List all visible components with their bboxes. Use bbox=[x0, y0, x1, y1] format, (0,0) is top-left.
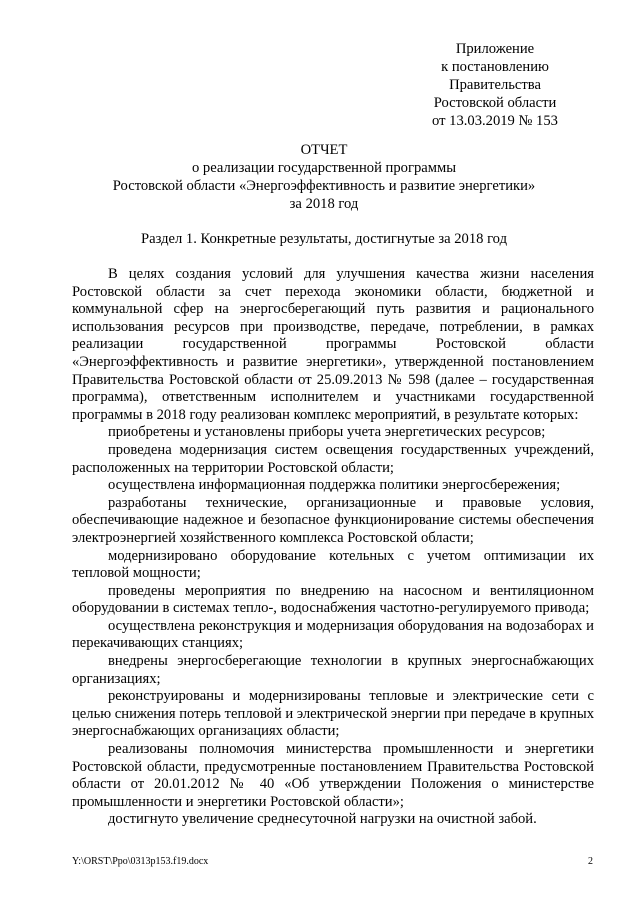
body-paragraph: осуществлена реконструкция и модернизация оборудования на водозаборах и перекачивающих станциях; bbox=[72, 617, 594, 652]
body-paragraph: приобретены и установлены приборы учета энергетических ресурсов; bbox=[108, 424, 546, 441]
approval-line: Приложение bbox=[455, 41, 535, 57]
report-subtitle-line: за 2018 год bbox=[289, 196, 359, 212]
report-subtitle-line: Ростовской области «Энергоэффективность и развитие энергетики» bbox=[112, 178, 536, 194]
body-paragraph: В целях создания условий для улучшения качества жизни населения Ростовской области за счет перехода экономики области, бюджетной и коммунальной сфер на энергосберегающий путь развития и рационального использования ресурсов при производстве, передаче, потреблении, в рамках реализации государственной программы Ростовской области «Энергоэффективность и развитие энергетики», утвержденной постановлением Правительства Ростовской области от 25.09.2013 № 598 (далее – государственная программа), ответственным исполнителем и участниками государственной программы в 2018 году реализован комплекс мероприятий, в результате которых: bbox=[72, 266, 594, 423]
footer-file-path: Y:\ORST\Ppo\0313p153.f19.docx bbox=[72, 856, 209, 867]
approval-line: к постановлению bbox=[441, 59, 549, 75]
approval-line: от 13.03.2019 № 153 bbox=[432, 113, 558, 129]
body-paragraph: реконструированы и модернизированы тепловые и электрические сети с целью снижения потерь тепловой и электрической энергии при передаче в крупных энергоснабжающих организациях области; bbox=[72, 688, 594, 740]
approval-stamp bbox=[400, 40, 590, 130]
body-paragraph: проведена модернизация систем освещения государственных учреждений, расположенных на территории Ростовской области; bbox=[72, 441, 594, 476]
report-subtitle-line: о реализации государственной программы bbox=[191, 160, 456, 176]
body-paragraph: достигнуто увеличение среднесуточной нагрузки на очистной забой. bbox=[108, 811, 537, 828]
body-paragraph: разработаны технические, организационные и правовые условия, обеспечивающие надежное и безопасное функционирование системы обеспечения электроэнергией хозяйственного комплекса Ростовской области; bbox=[72, 494, 594, 546]
body-paragraph: реализованы полномочия министерства промышленности и энергетики Ростовской области, предусмотренные постановлением Правительства Ростовской области от 20.01.2012 № 40 «Об утверждении Положения о министерстве промышленности и энергетики Ростовской области»; bbox=[72, 741, 594, 810]
body-paragraph: модернизировано оборудование котельных с учетом оптимизации их тепловой мощности; bbox=[72, 547, 594, 582]
body-paragraph: осуществлена информационная поддержка политики энергосбережения; bbox=[108, 477, 561, 494]
report-title bbox=[60, 141, 588, 213]
section-heading: Раздел 1. Конкретные результаты, достигнутые за 2018 год bbox=[140, 231, 507, 247]
body-paragraph: внедрены энергосберегающие технологии в крупных энергоснабжающих организациях; bbox=[72, 653, 594, 687]
approval-line: Ростовской области bbox=[433, 95, 557, 111]
report-heading: ОТЧЕТ bbox=[300, 142, 348, 158]
body-paragraph: проведены мероприятия по внедрению на насосном и вентиляционном оборудовании в системах тепло-, водоснабжения частотно-регулируемого привода; bbox=[72, 582, 594, 617]
document-body bbox=[72, 266, 594, 829]
page-number: 2 bbox=[588, 856, 593, 867]
approval-line: Правительства bbox=[449, 77, 541, 93]
